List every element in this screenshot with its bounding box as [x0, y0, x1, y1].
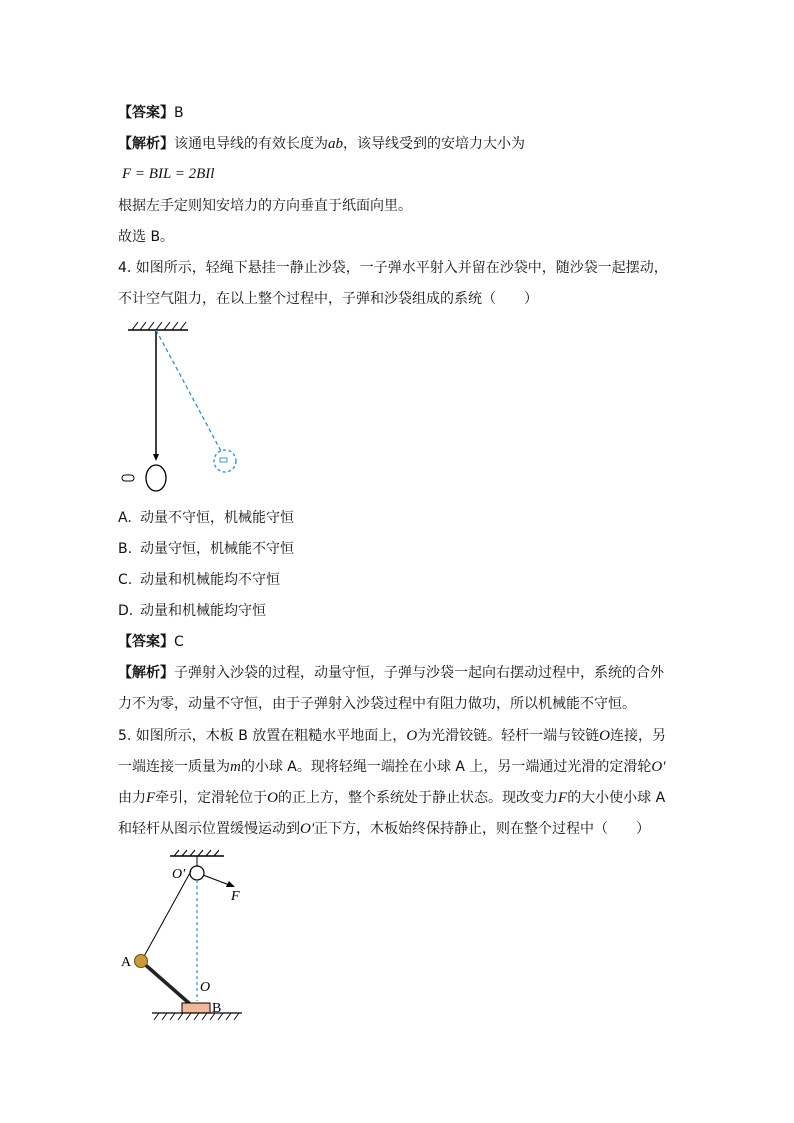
option-text: 动量不守恒，机械能守恒 [140, 510, 294, 526]
var-f: F [146, 790, 156, 806]
option-text: 动量和机械能均不守恒 [140, 572, 280, 588]
q4-option-a [118, 508, 294, 528]
var-f: F [558, 790, 568, 806]
q4-answer [118, 632, 184, 652]
label-pulley: O' [172, 867, 186, 882]
q3-analysis [118, 134, 525, 154]
option-letter: B. [118, 541, 133, 557]
var-o: O [267, 790, 279, 806]
swung-rope [156, 330, 221, 451]
analysis-var-ab: ab [328, 136, 343, 152]
analysis-text-2: ，该导线受到的安培力大小为 [343, 136, 525, 152]
text: 和轻杆从图示位置缓慢运动到 [118, 821, 300, 837]
option-letter: D. [118, 603, 134, 619]
label-force: F [231, 889, 240, 904]
ceiling-hatch [174, 850, 219, 856]
swung-bullet [220, 458, 227, 462]
q5-stem-line3 [118, 788, 665, 808]
label-ball: A [121, 955, 132, 970]
q4-option-c [118, 570, 280, 590]
var-m: m [230, 759, 241, 775]
q4-option-b [118, 539, 294, 559]
analysis-text: 子弹射入沙袋的过程，动量守恒，子弹与沙袋一起向右摆动过程中，系统的合外 [174, 665, 664, 681]
rope-hook [153, 454, 159, 461]
answer-tag: 【答案】 [118, 105, 174, 121]
text: 正下方，木板始终保持静止，则在整个过程中（ ） [314, 821, 651, 837]
bullet [122, 475, 134, 481]
formula: F = BIL = 2BIl [122, 166, 215, 182]
q4-stem-line1: 4. 如图所示，轻绳下悬挂一静止沙袋，一子弹水平射入并留在沙袋中，随沙袋一起摆动， [118, 260, 668, 276]
q3-conclusion: 根据左手定则知安培力的方向垂直于纸面向里。 [118, 198, 412, 214]
q4-analysis-line2: 力不为零，动量不守恒，由于子弹射入沙袋过程中有阻力做功，所以机械能不守恒。 [118, 696, 636, 712]
text: 5. 如图所示，木板 B 放置在粗糙水平地面上， [118, 728, 407, 744]
q4-analysis-line1 [118, 663, 664, 683]
board-b [182, 1003, 210, 1013]
var-o: O [406, 728, 418, 744]
var-o-prime: O' [300, 821, 315, 837]
text: 一端连接一质量为 [118, 759, 230, 775]
sandbag [146, 465, 166, 491]
text: 为光滑铰链。轻杆一端与铰链 [417, 728, 600, 744]
swung-sandbag [214, 450, 236, 472]
label-board: B [212, 1001, 222, 1016]
option-text: 动量守恒，机械能不守恒 [140, 541, 294, 557]
ground-hatch [154, 1013, 239, 1020]
option-letter: C. [118, 572, 133, 588]
text: 由力 [118, 790, 146, 806]
q4-stem-line2: 不计空气阻力，在以上整个过程中，子弹和沙袋组成的系统（ ） [118, 291, 538, 307]
option-letter: A. [118, 510, 132, 526]
q3-answer [118, 103, 184, 123]
q3-choose: 故选 B。 [118, 229, 175, 245]
option-text: 动量和机械能均守恒 [140, 603, 266, 619]
var-o: O [599, 728, 610, 744]
q5-stem-line4 [118, 819, 650, 839]
label-hinge: O [200, 980, 211, 995]
text: 的小球 A。现将轻绳一端拴在小球 A 上，另一端通过光滑的定滑轮 [240, 759, 652, 775]
rod [141, 961, 190, 1004]
q5-stem-line2 [118, 757, 665, 777]
q5-figure [112, 848, 252, 1028]
text: 连接，另 [610, 728, 666, 744]
pulley [190, 866, 204, 880]
ceiling-hatch [132, 322, 186, 330]
text: 牵引，定滑轮位于 [155, 790, 268, 806]
q4-figure [118, 318, 248, 498]
q5-stem-line1 [118, 726, 666, 746]
analysis-tag: 【解析】 [118, 136, 174, 152]
answer-value: C [174, 634, 184, 650]
text: 的大小使小球 A [567, 790, 666, 806]
answer-value: B [174, 105, 184, 121]
analysis-text: 该通电导线的有效长度为 [174, 136, 328, 152]
ball-a [135, 955, 148, 968]
rope [142, 871, 191, 960]
answer-tag: 【答案】 [118, 634, 174, 650]
q4-option-d [118, 601, 266, 621]
var-o-prime: O' [651, 759, 666, 775]
analysis-tag: 【解析】 [118, 665, 174, 681]
text: 的正上方，整个系统处于静止状态。现改变力 [278, 790, 559, 806]
